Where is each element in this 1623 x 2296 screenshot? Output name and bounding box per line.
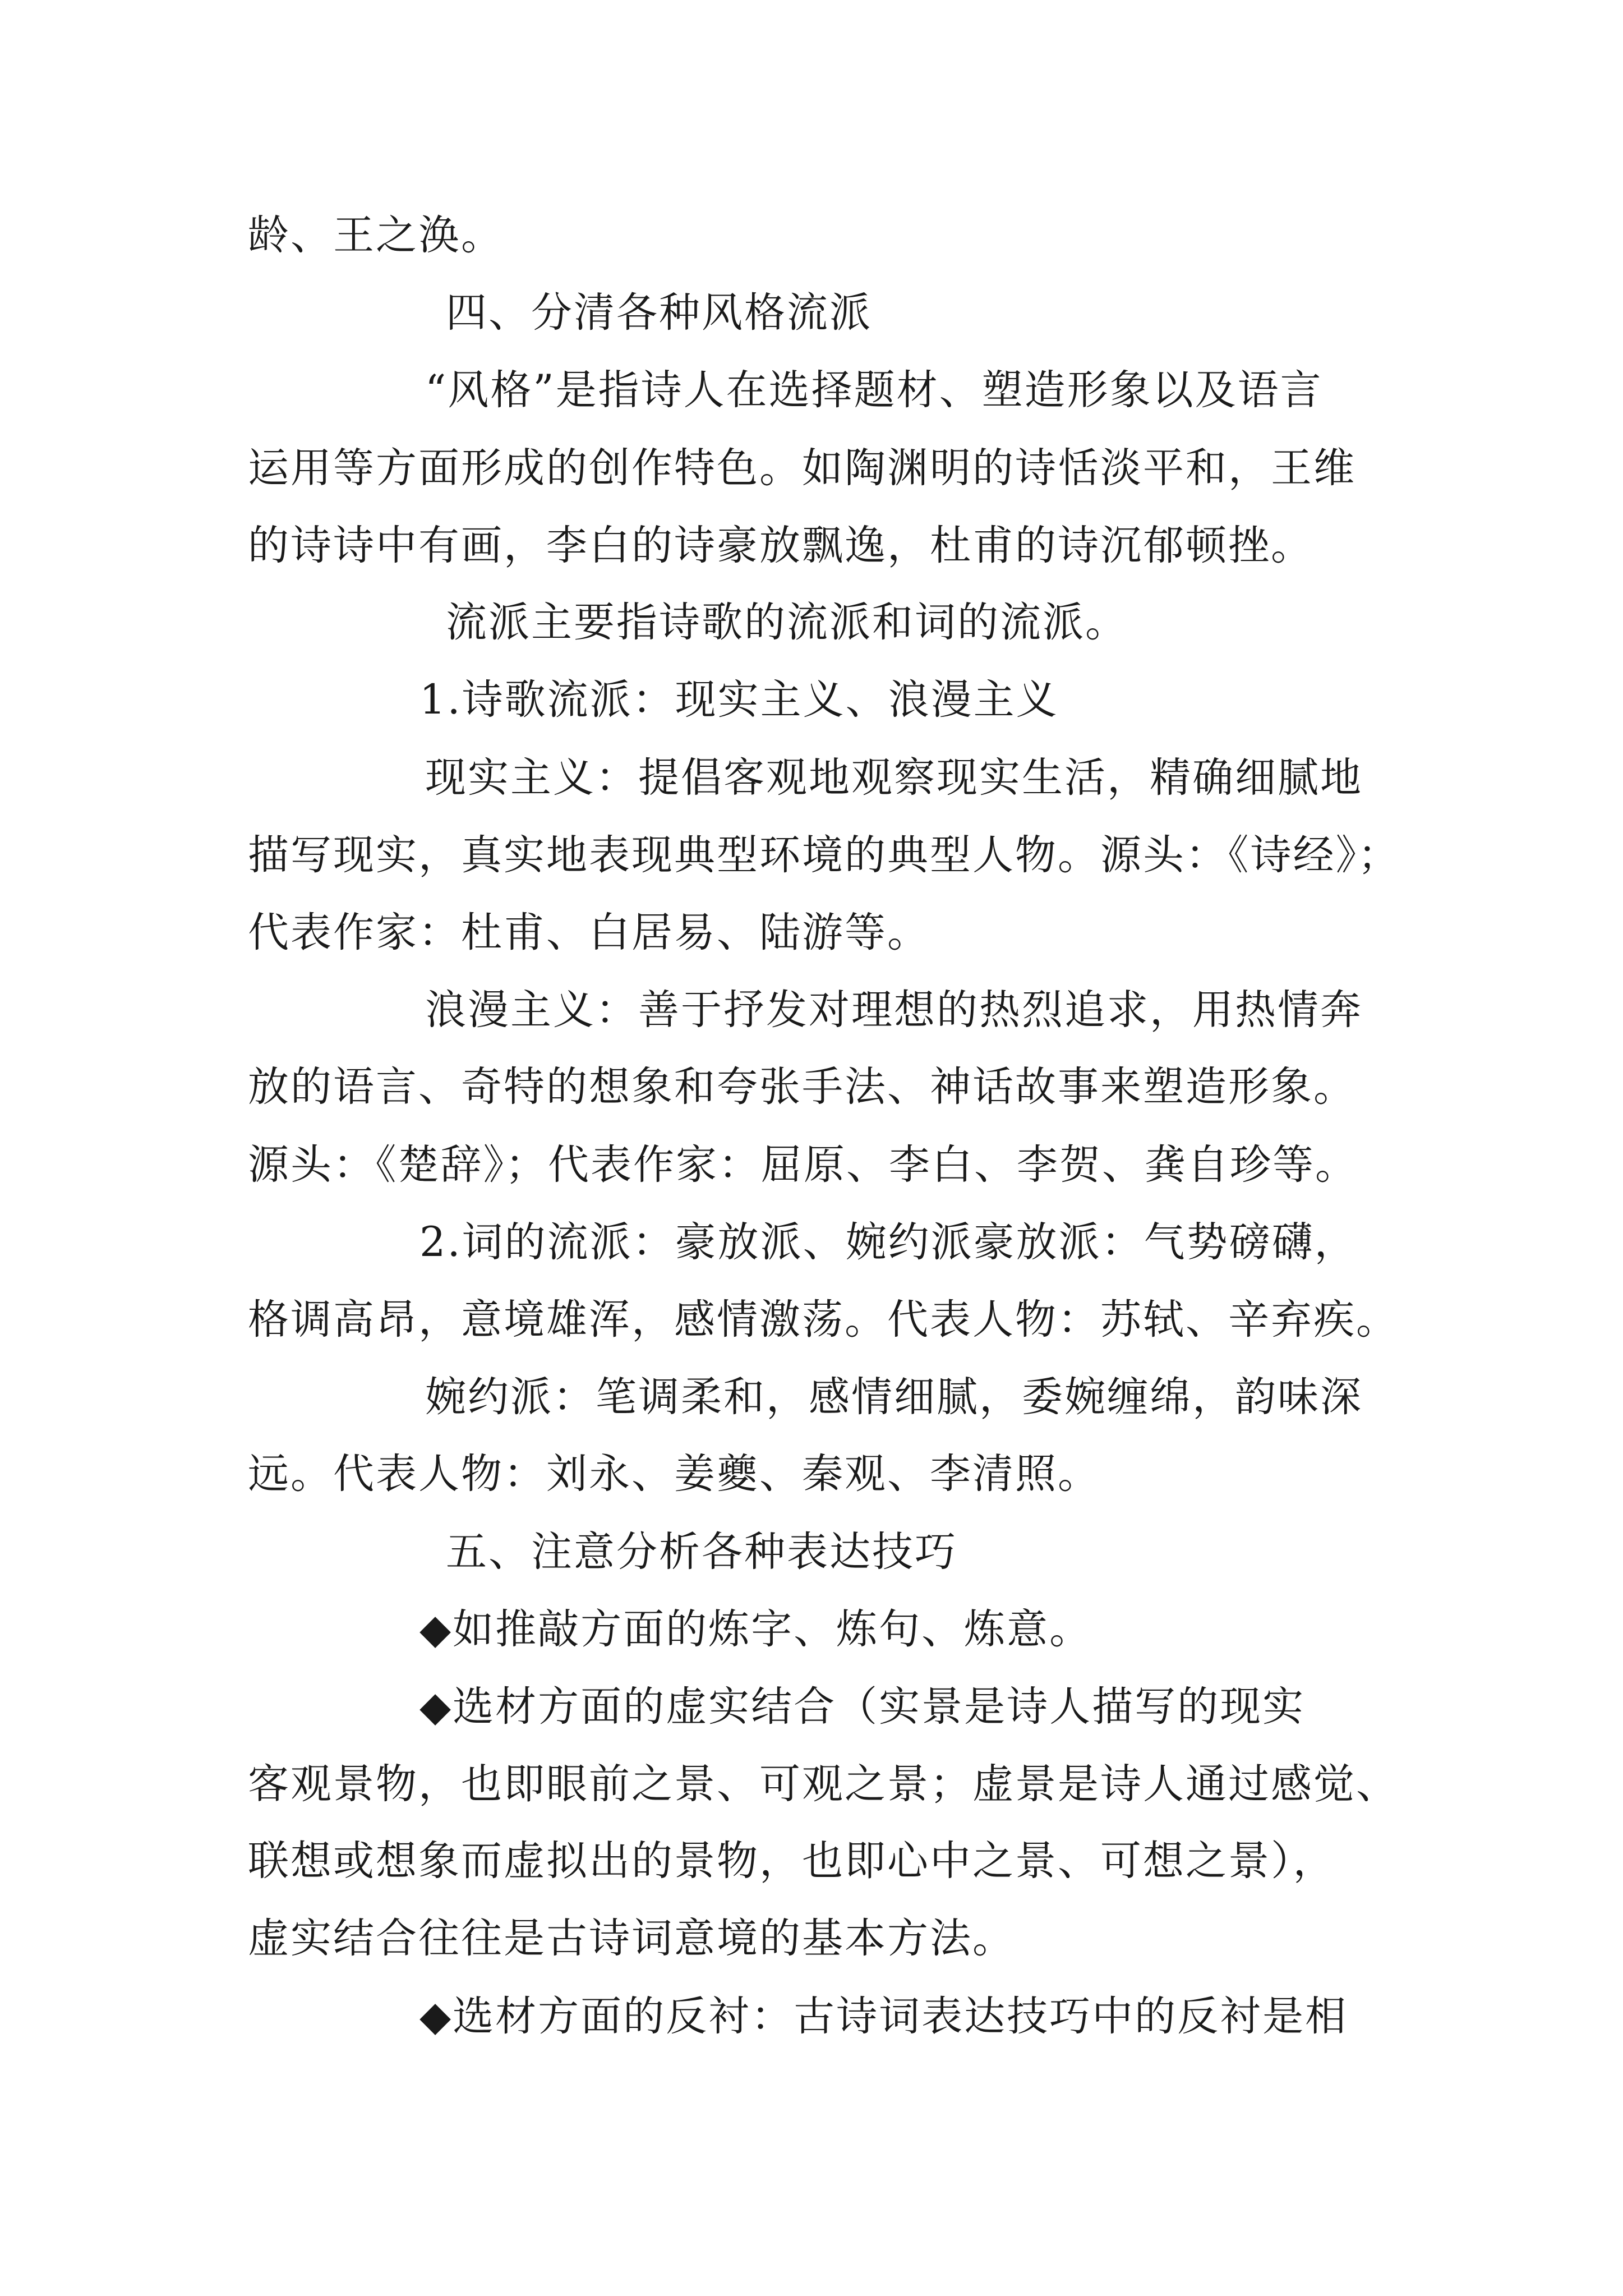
section-heading: 四、分清各种风格流派 xyxy=(446,289,872,337)
text-line: 远。代表人物：刘永、姜夔、秦观、李清照。 xyxy=(248,1450,1100,1498)
text-line: 描写现实，真实地表现典型环境的典型人物。源头：《诗经》； xyxy=(248,831,1400,879)
text-line: 婉约派：笔调柔和，感情细腻，委婉缠绵，韵味深 xyxy=(425,1373,1363,1421)
text-line: “风格”是指诗人在选择题材、塑造形象以及语言 xyxy=(425,366,1323,414)
bullet-line: ◆选材方面的反衬：古诗词表达技巧中的反衬是相 xyxy=(419,1993,1348,2040)
text-line: 浪漫主义：善于抒发对理想的热烈追求，用热情奔 xyxy=(425,986,1363,1034)
text-line: 源头：《楚辞》；代表作家：屈原、李白、李贺、龚自珍等。 xyxy=(248,1141,1358,1189)
subheading-line: 1.诗歌流派：现实主义、浪漫主义 xyxy=(419,676,1059,724)
text-line: 客观景物，也即眼前之景、可观之景；虚景是诗人通过感觉、 xyxy=(248,1760,1399,1808)
text-line: 联想或想象而虚拟出的景物，也即心中之景、可想之景）， xyxy=(248,1837,1336,1885)
bullet-line: ◆如推敲方面的炼字、炼句、炼意。 xyxy=(419,1605,1092,1653)
text-line: 放的语言、奇特的想象和夸张手法、神话故事来塑造形象。 xyxy=(248,1063,1356,1111)
text-line: 格调高昂，意境雄浑，感情激荡。代表人物：苏轼、辛弃疾。 xyxy=(248,1296,1399,1343)
bullet-line: ◆选材方面的虚实结合（实景是诗人描写的现实 xyxy=(419,1683,1306,1731)
text-line: 流派主要指诗歌的流派和词的流派。 xyxy=(446,599,1128,646)
text-line: 的诗诗中有画，李白的诗豪放飘逸，杜甫的诗沉郁顿挫。 xyxy=(248,522,1313,569)
section-heading: 五、注意分析各种表达技巧 xyxy=(446,1528,957,1576)
text-line: 龄、王之涣。 xyxy=(248,211,504,259)
subheading-line: 2.词的流派：豪放派、婉约派豪放派：气势磅礴， xyxy=(419,1218,1357,1266)
text-line: 现实主义：提倡客观地观察现实生活，精确细腻地 xyxy=(425,754,1363,802)
text-line: 运用等方面形成的创作特色。如陶渊明的诗恬淡平和，王维 xyxy=(248,444,1356,492)
text-line: 虚实结合往往是古诗词意境的基本方法。 xyxy=(248,1915,1015,1962)
text-line: 代表作家：杜甫、白居易、陆游等。 xyxy=(248,909,930,956)
